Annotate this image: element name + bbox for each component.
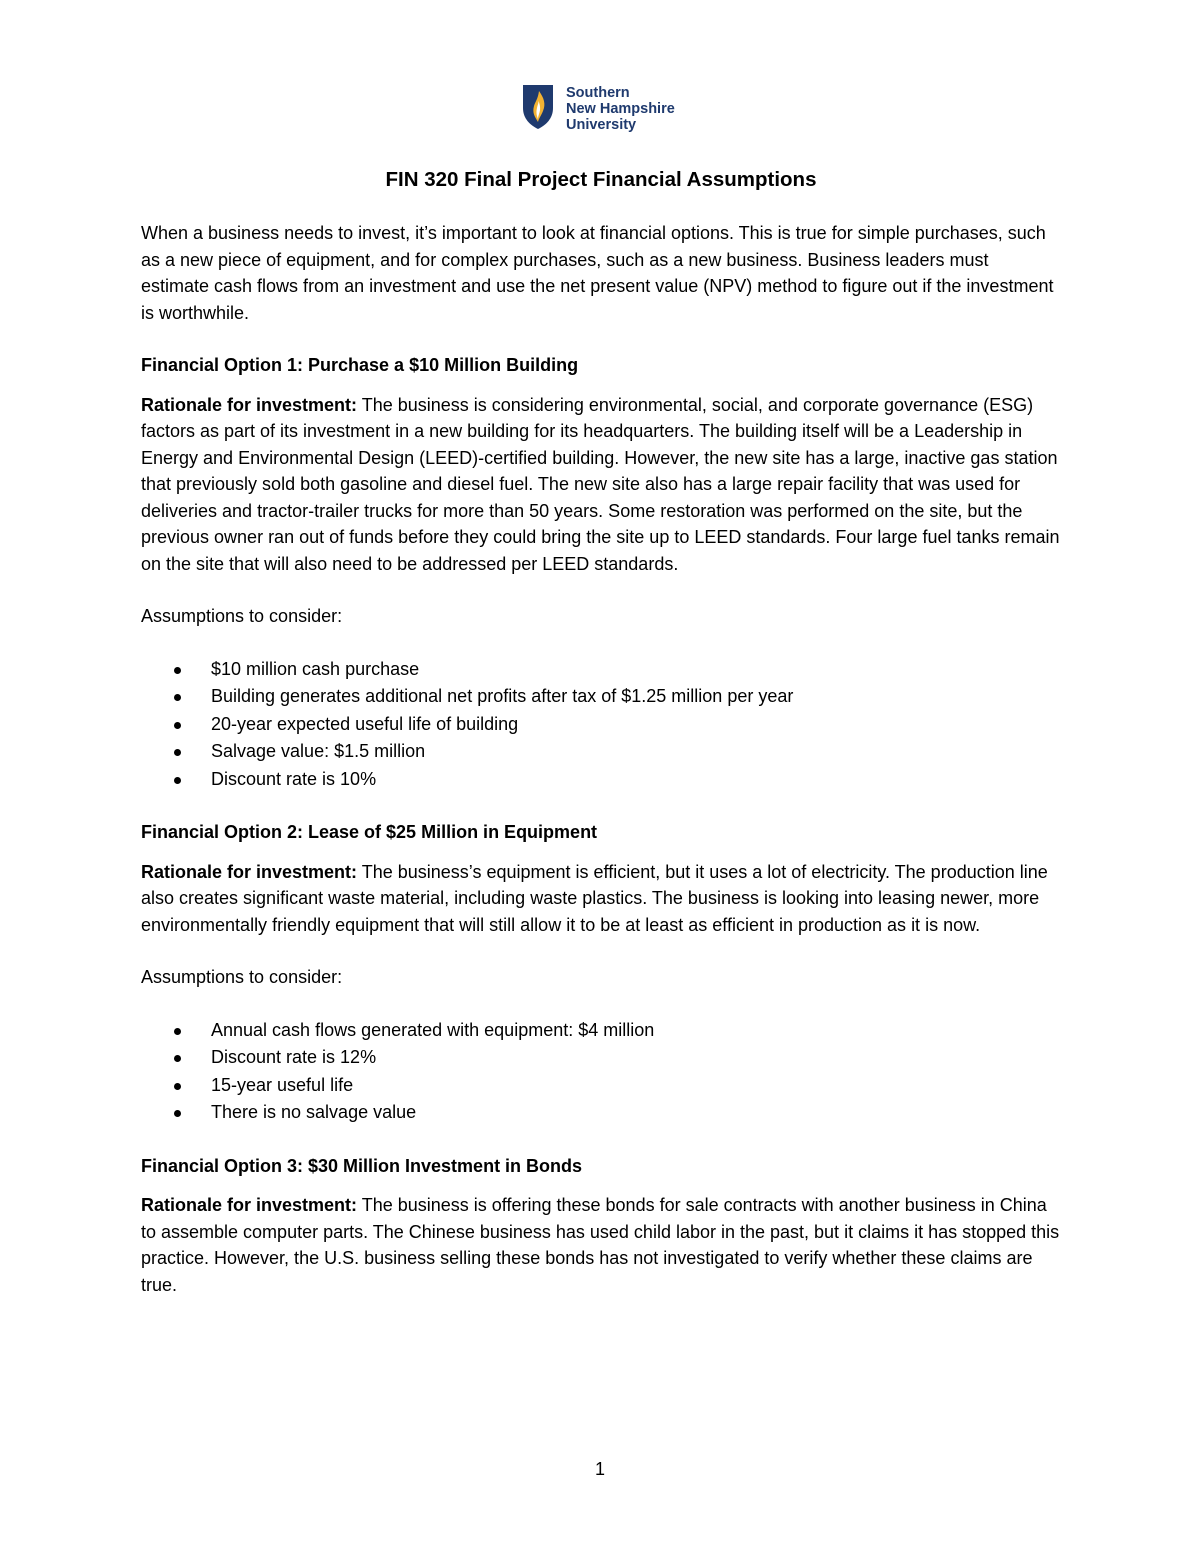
option-1-rationale-label: Rationale for investment: [141, 394, 358, 415]
option-3-rationale-label: Rationale for investment: [141, 1195, 358, 1215]
list-item [141, 1072, 1061, 1100]
bullet-icon [174, 1055, 181, 1062]
option-1-assumptions-label: Assumptions to consider: [141, 606, 343, 626]
bullet-icon [174, 1083, 181, 1090]
list-item-text: Discount rate is 12% [211, 1047, 377, 1067]
logo-line-2: New Hampshire [566, 101, 675, 117]
list-item [141, 1044, 1061, 1072]
list-item-text: $10 million cash purchase [211, 658, 420, 679]
bullet-icon [174, 777, 181, 784]
bullet-icon [174, 749, 181, 756]
option-2-rationale-text: The business’s equipment is efficient, but it uses a lot of electricity. The production line also creates significant waste material, including waste plastics. The business is looking into leasing newer, more environmentally friendly equipment that will still allow it to be at least as efficient in production as it is now. [141, 861, 1048, 935]
list-item [141, 711, 1061, 739]
logo-wordmark [566, 85, 675, 133]
option-3-rationale [141, 1192, 1061, 1298]
list-item [141, 766, 1061, 794]
option-2-rationale [141, 859, 1061, 939]
document-title: FIN 320 Final Project Financial Assumptions [385, 168, 817, 191]
option-2-assumptions-label: Assumptions to consider: [141, 967, 343, 987]
list-item [141, 1017, 1061, 1045]
page-number: 1 [594, 1459, 605, 1479]
logo-line-1: Southern [566, 85, 630, 101]
logo-line-3: University [566, 117, 637, 133]
option-1-rationale [141, 392, 1061, 578]
list-item-text: Annual cash flows generated with equipment: $4 million [211, 1019, 655, 1040]
option-1-title: Financial Option 1: Purchase a $10 Million Building [141, 355, 579, 375]
option-2-title: Financial Option 2: Lease of $25 Million in Equipment [141, 822, 598, 842]
option-1-assumptions-list [141, 656, 1061, 794]
bullet-icon [174, 1028, 181, 1035]
list-item [141, 738, 1061, 766]
option-1-rationale-text: The business is considering environmental, social, and corporate governance (ESG) factors as part of its investment in a new building for its headquarters. The building itself will be a Leadership in Energy and Environmental Design (LEED)-certified building. However, the new site has a large, inactive gas station that previously sold both gasoline and diesel fuel. The new site also has a large repair facility that was used for deliveries and tractor-trailer trucks for more than 50 years. Some restoration was performed on the site, but the previous owner ran out of funds before they could bring the site up to LEED standards. Four large fuel tanks remain on the site that will also need to be addressed per LEED standards. [141, 394, 1060, 574]
intro-paragraph: When a business needs to invest, it’s important to look at financial options. This is true for simple purchases, such as a new piece of equipment, and for complex purchases, such as a new business. Business leaders must estimate cash flows from an investment and use the net present value (NPV) method to figure out if the investment is worthwhile. [141, 223, 1054, 323]
bullet-icon [174, 694, 181, 701]
snhu-logo [522, 84, 675, 134]
list-item-text: Discount rate is 10% [211, 768, 377, 789]
list-item [141, 683, 1061, 711]
list-item [141, 1099, 1061, 1127]
option-2-assumptions-list [141, 1017, 1061, 1127]
list-item-text: Salvage value: $1.5 million [211, 741, 426, 761]
list-item [141, 656, 1061, 684]
document-body [141, 166, 1061, 1298]
bullet-icon [174, 1110, 181, 1117]
option-3-title: Financial Option 3: $30 Million Investment in Bonds [141, 1155, 583, 1176]
option-3-rationale-text: The business is offering these bonds for sale contracts with another business in China to assemble computer parts. The Chinese business has used child labor in the past, but it claims it has stopped this practice. However, the U.S. business selling these bonds has not investigated to verify whether these claims are true. [141, 1195, 1060, 1295]
bullet-icon [174, 722, 181, 729]
shield-flame-icon [522, 84, 554, 130]
list-item-text: There is no salvage value [211, 1102, 417, 1122]
list-item-text: Building generates additional net profits after tax of $1.25 million per year [211, 686, 794, 706]
bullet-icon [174, 667, 181, 674]
option-2-rationale-label: Rationale for investment: [141, 861, 358, 882]
list-item-text: 20-year expected useful life of building [211, 713, 519, 734]
list-item-text: 15-year useful life [211, 1074, 354, 1095]
